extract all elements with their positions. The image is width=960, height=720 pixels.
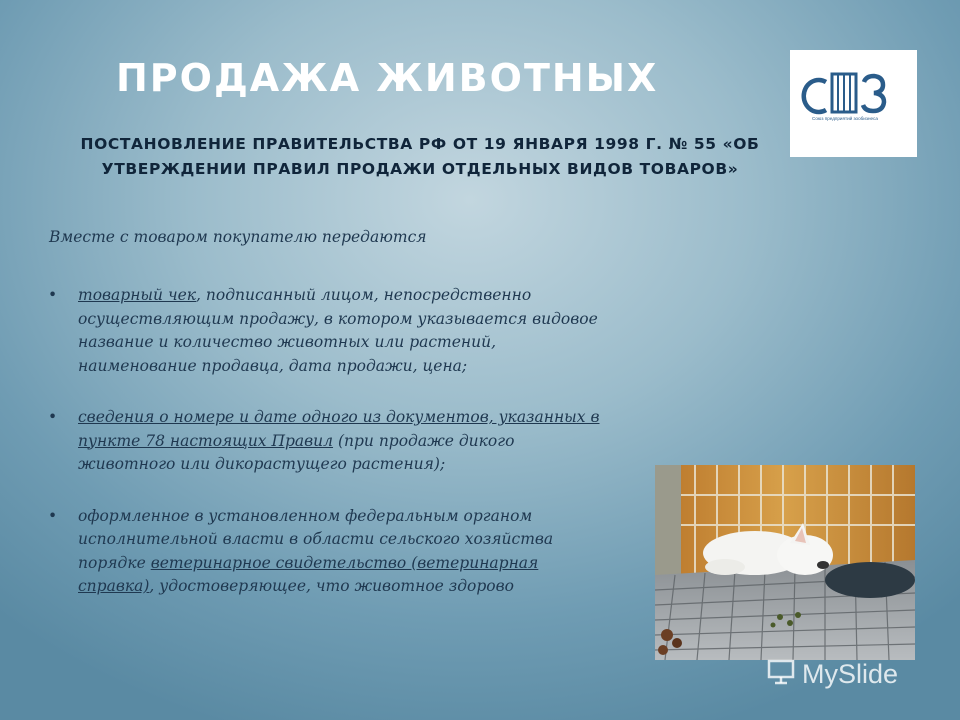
watermark-text: MySlide — [802, 659, 899, 689]
bullet-dot: • — [48, 506, 58, 525]
puppy-in-cage-photo — [655, 465, 915, 660]
list-item-text: , удостоверяющее, что животное здорово — [149, 577, 514, 595]
myslide-watermark — [766, 656, 898, 693]
list-item-text: , подписанный лицом, непосредственно осуществляющим продажу, в котором указывается видовое название и количество животных или растений, наименование продавца, дата продажи, цена; — [78, 286, 598, 375]
list-item — [48, 284, 613, 378]
list-item-text: (при продаже дикого животного или дикорастущего растения); — [78, 431, 515, 473]
szb-logo-mark — [790, 50, 917, 157]
receipt-link[interactable]: товарный чек — [78, 286, 197, 304]
list-item-text: оформленное в установленном федеральным органом исполнительной власти в области сельского хозяйства порядке — [78, 506, 554, 572]
page-title: ПРОДАЖА ЖИВОТНЫХ — [116, 56, 659, 100]
list-item — [48, 505, 613, 599]
bullet-dot: • — [48, 408, 58, 426]
szb-logo — [790, 50, 917, 157]
document-list — [48, 284, 613, 627]
regulation-subtitle: ПОСТАНОВЛЕНИЕ ПРАВИТЕЛЬСТВА РФ ОТ 19 ЯНВАРЯ 1998 Г. № 55 «ОБ УТВЕРЖДЕНИИ ПРАВИЛ ПРОДАЖИ ОТДЕЛЬНЫХ ВИДОВ ТОВАРОВ» — [80, 135, 760, 178]
logo-caption: Союз предприятий зообизнеса — [812, 116, 878, 121]
documents-info-link[interactable]: сведения о номере и дате одного из документов, указанных в пункте 78 настоящих Правил — [78, 408, 600, 450]
list-item — [48, 406, 613, 477]
presentation-icon — [766, 656, 796, 693]
vet-certificate-link[interactable]: ветеринарное свидетельство (ветеринарная справка) — [78, 553, 539, 595]
bullet-dot: • — [48, 286, 58, 304]
intro-text: Вместе с товаром покупателю передаются — [49, 228, 427, 246]
